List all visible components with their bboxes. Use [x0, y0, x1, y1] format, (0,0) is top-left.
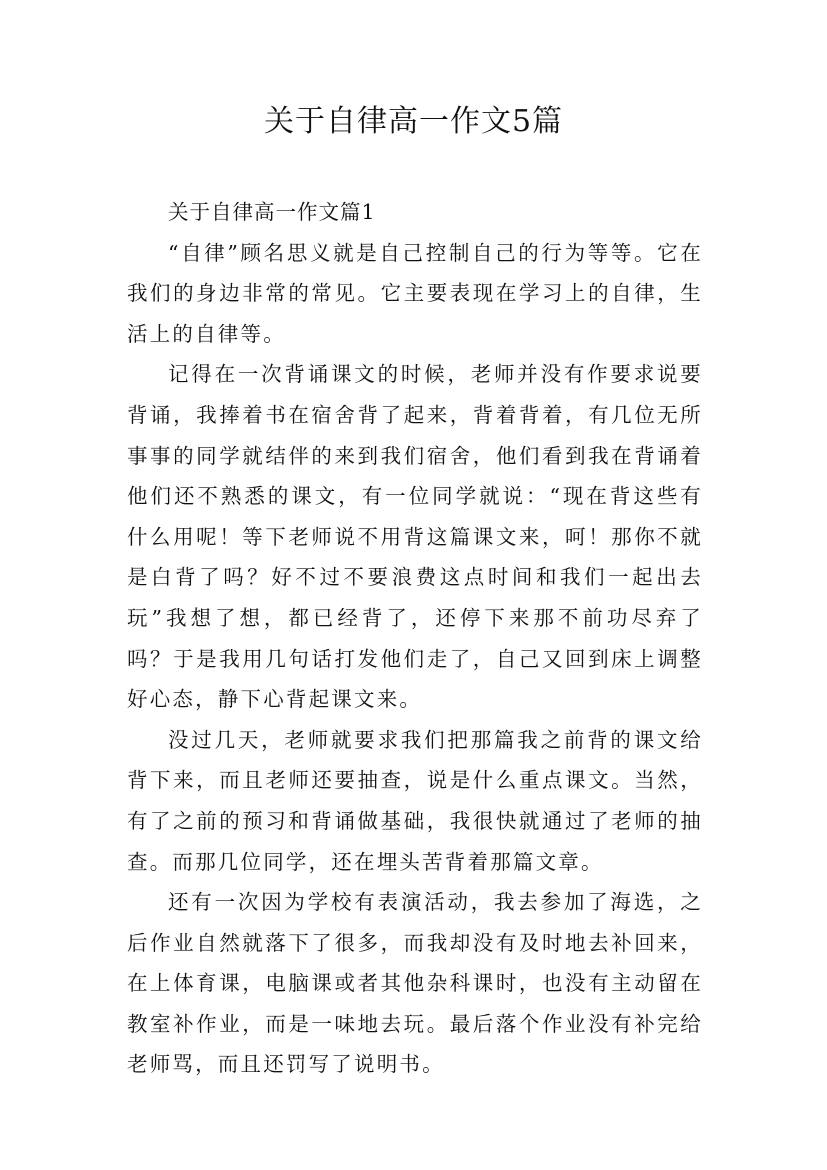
paragraph: 没过几天，老师就要求我们把那篇我之前背的课文给背下来，而且老师还要抽查，说是什么重点课文。当然，有了之前的预习和背诵做基础，我很快就通过了老师的抽查。而那几位同学，还在埋头苦背着那篇文章。: [127, 727, 703, 874]
paragraph: “自律”顾名思义就是自己控制自己的行为等等。它在我们的身边非常的常见。它主要表现在学习上的自律，生活上的自律等。: [127, 240, 703, 346]
essay-subtitle: 关于自律高一作文篇1: [168, 200, 376, 224]
paragraph: 还有一次因为学校有表演活动，我去参加了海选，之后作业自然就落下了很多，而我却没有及时地去补回来，在上体育课，电脑课或者其他杂科课时，也没有主动留在教室补作业，而是一味地去玩。最后落个作业没有补完给老师骂，而且还罚写了说明书。: [127, 890, 703, 1077]
document-body: [127, 192, 703, 1085]
paragraph: 记得在一次背诵课文的时候，老师并没有作要求说要背诵，我捧着书在宿舍背了起来，背着背着，有几位无所事事的同学就结伴的来到我们宿舍，他们看到我在背诵着他们还不熟悉的课文，有一位同学就说：“现在背这些有什么用呢！等下老师说不用背这篇课文来，呵！那你不就是白背了吗？好不过不要浪费这点时间和我们一起出去玩”我想了想，都已经背了，还停下来那不前功尽弃了吗？于是我用几句话打发他们走了，自己又回到床上调整好心态，静下心背起课文来。: [127, 362, 703, 712]
document-title: 关于自律高一作文5篇: [263, 104, 564, 139]
